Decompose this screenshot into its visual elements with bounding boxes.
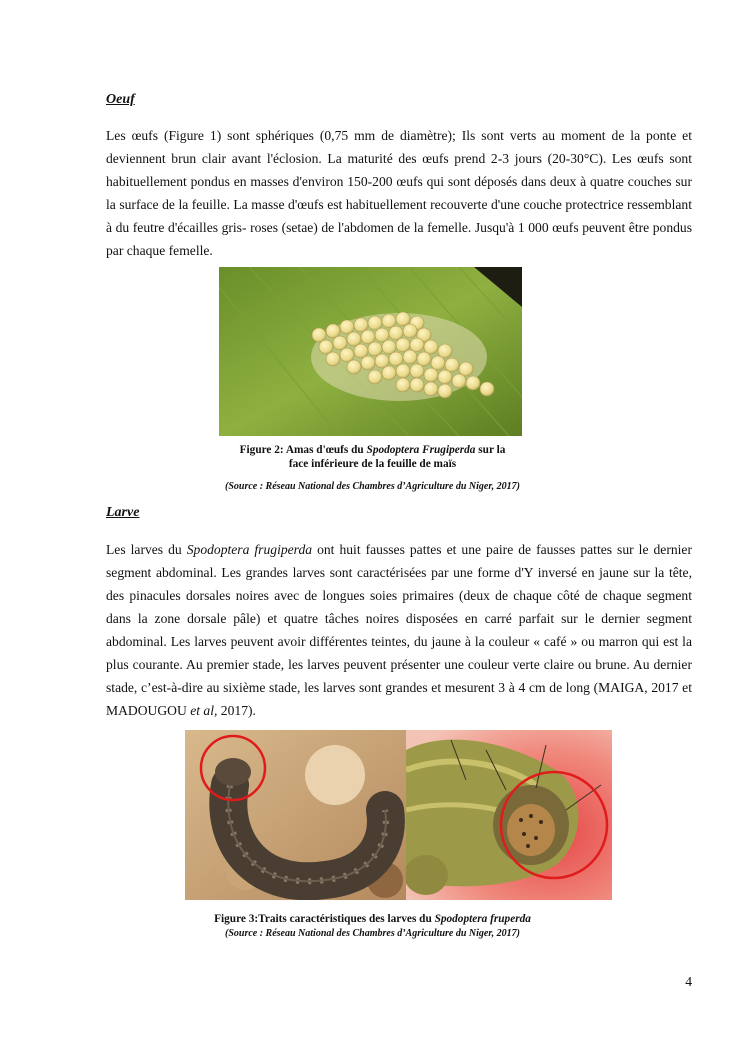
egg-mass-photo [219,267,522,436]
larve-end: 2017). [217,703,256,718]
heading-larve: Larve [106,505,140,520]
figure3-caption [0,912,745,926]
larve-intro: Les larves du [106,542,187,557]
figure-larva-right-image [406,730,612,900]
paragraph-larve [106,538,692,722]
figure3-caption-prefix: Figure 3:Traits caractéristiques des larves du [214,913,435,925]
larve-body: ont huit fausses pattes et une paire de fausses pattes sur le dernier segment abdominal. Les grandes larves sont caractérisées par une forme d'Y inversé en jaune sur la tête, des pinacules dorsales noires avec de longues soies primaires (deux de chaque côté de chaque segment dans la zone dorsale pâle) et quatre tâches noires disposées en carré parfait sur le dernier segment abdominal. Les larves peuvent avoir différentes teintes, du jaune à la couleur « café » ou marron qui est la plus courante. Au premier stade, les larves peuvent présenter une couleur verte claire ou brune. Au dernier stade, c’est-à-dire au sixième stade, les larves sont grandes et mesurent 3 à 4 cm de long (MAIGA, 2017 et MADOUGOU [106,542,692,718]
figure-egg-mass-image [219,267,522,436]
page-number: 4 [685,974,692,989]
figure2-caption-line2: face inférieure de la feuille de maïs [288,458,457,470]
larve-species: Spodoptera frugiperda [186,542,313,557]
figure2-caption [0,443,745,471]
larva-tail-photo [406,730,612,900]
figure2-caption-prefix: Figure 2: Amas d'œufs du [239,444,367,456]
figure-larva-left-image [185,730,406,900]
heading-oeuf: Oeuf [106,92,135,107]
figure3-source: (Source : Réseau National des Chambres d’Agriculture du Niger, 2017) [224,928,521,939]
figure2-caption-species: Spodoptera Frugiperda [366,444,476,456]
figure2-source: (Source : Réseau National des Chambres d’Agriculture du Niger, 2017) [224,481,521,492]
paragraph-oeuf: Les œufs (Figure 1) sont sphériques (0,75 mm de diamètre); Ils sont verts au moment de la ponte et deviennent brun clair avant l'éclosion. La maturité des œufs prend 2-3 jours (20-30°C). Les œufs sont habituellement pondus en masses d'environ 150-200 œufs qui sont déposés dans deux à quatre couches sur la surface de la feuille. La masse d'œufs est habituellement recouverte d'une couche protectrice ressemblant à du feutre d'écailles gris- roses (setae) de l'abdomen de la femelle. Jusqu'à 1 000 œufs peuvent être pondus par chaque femelle. [106,128,692,258]
larve-etal: et al, [190,703,218,718]
larva-body-photo [185,730,406,900]
figure2-caption-suffix: sur la [475,444,506,456]
figure3-caption-species: Spodoptera fruperda [434,913,531,925]
